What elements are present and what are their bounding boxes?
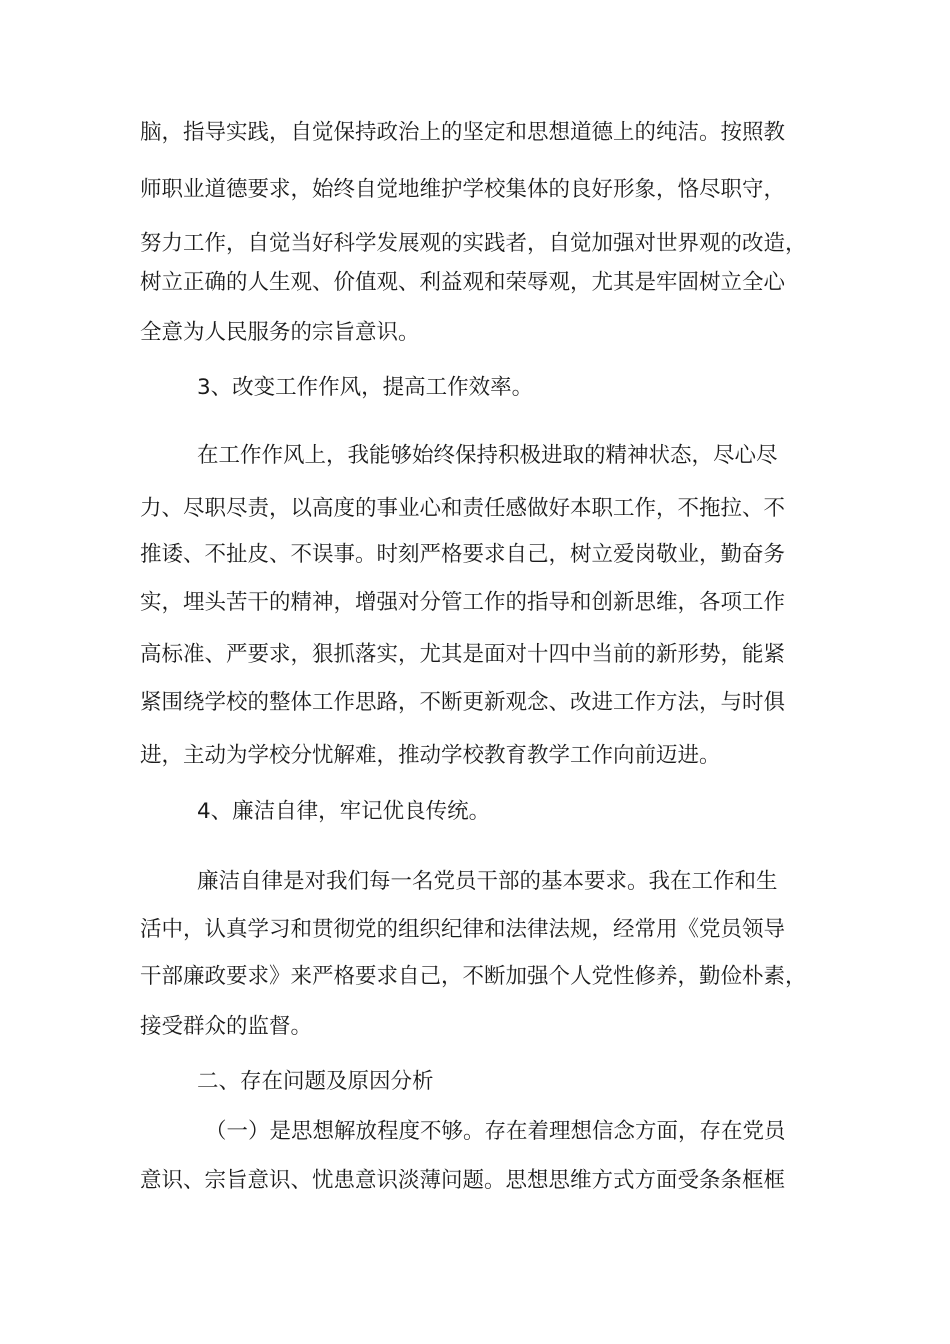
section-heading-2: 二、存在问题及原因分析 <box>197 1069 434 1094</box>
text-line: 在工作作风上，我能够始终保持积极进取的精神状态，尽心尽 <box>197 443 778 468</box>
text-line: 廉洁自律是对我们每一名党员干部的基本要求。我在工作和生 <box>197 869 778 894</box>
text-line: 干部廉政要求》来严格要求自己，不断加强个人党性修养，勤俭朴素， <box>140 964 807 989</box>
text-line: 全意为人民服务的宗旨意识。 <box>140 320 420 345</box>
text-line: 实，埋头苦干的精神，增强对分管工作的指导和创新思维，各项工作 <box>140 590 786 615</box>
text-line: 推诿、不扯皮、不误事。时刻严格要求自己，树立爱岗敬业，勤奋务 <box>140 542 786 567</box>
text-line: 树立正确的人生观、价值观、利益观和荣辱观，尤其是牢固树立全心 <box>140 270 786 295</box>
text-line: 接受群众的监督。 <box>140 1014 313 1039</box>
text-line: （一）是思想解放程度不够。存在着理想信念方面，存在党员 <box>205 1119 786 1144</box>
text-line: 力、尽职尽责，以高度的事业心和责任感做好本职工作，不拖拉、不 <box>140 496 786 521</box>
text-line: 高标准、严要求，狠抓落实，尤其是面对十四中当前的新形势，能紧 <box>140 642 786 667</box>
section-heading-3: 3、改变工作作风，提高工作效率。 <box>197 375 534 400</box>
text-line: 活中，认真学习和贯彻党的组织纪律和法律法规，经常用《党员领导 <box>140 917 786 942</box>
text-line: 意识、宗旨意识、忧患意识淡薄问题。思想思维方式方面受条条框框 <box>140 1168 786 1193</box>
text-line: 脑，指导实践，自觉保持政治上的坚定和思想道德上的纯洁。按照教 <box>140 120 786 145</box>
text-line: 师职业道德要求，始终自觉地维护学校集体的良好形象，恪尽职守， <box>140 177 786 202</box>
text-line: 进，主动为学校分忧解难，推动学校教育教学工作向前迈进。 <box>140 743 721 768</box>
text-line: 努力工作，自觉当好科学发展观的实践者，自觉加强对世界观的改造， <box>140 231 807 256</box>
text-line: 紧围绕学校的整体工作思路，不断更新观念、改进工作方法，与时俱 <box>140 690 786 715</box>
section-heading-4: 4、廉洁自律，牢记优良传统。 <box>197 799 491 824</box>
